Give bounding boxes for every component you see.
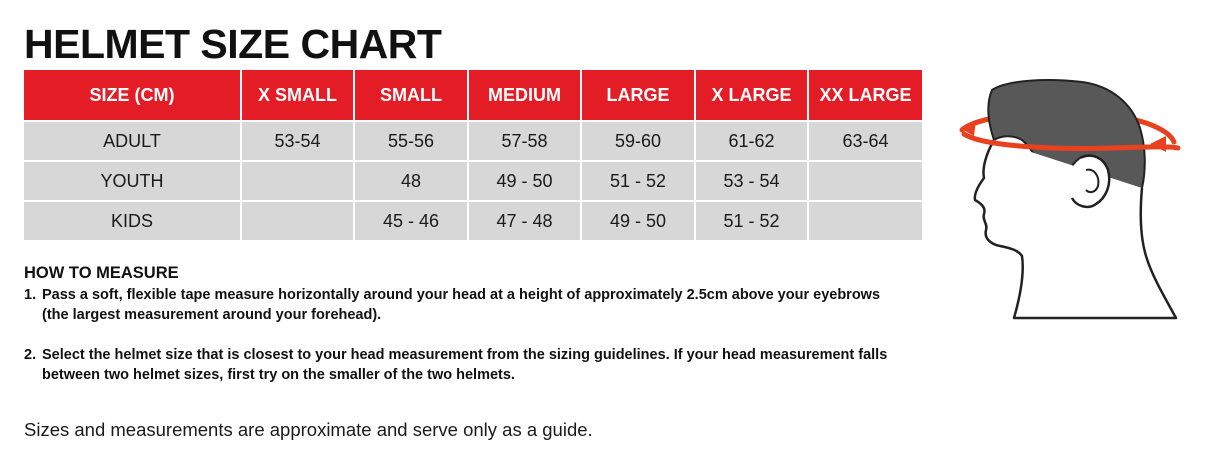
table-cell: 57-58 [468,121,581,161]
measure-step-1 [24,285,904,325]
table-cell: 48 [354,161,468,201]
table-cell: ADULT [24,121,241,161]
how-to-measure-section [24,263,904,385]
step-text: Select the helmet size that is closest to your head measurement from the sizing guidelines. If your head measurement falls between two helmet sizes, first try on the smaller of the two helmets. [42,347,888,383]
table-cell: YOUTH [24,161,241,201]
table-cell: 45 - 46 [354,201,468,240]
header-x-large: X LARGE [695,70,808,121]
step-number: 1. [24,287,37,303]
header-small: SMALL [354,70,468,121]
right-arrow-icon [1150,136,1166,152]
measure-steps-list [24,285,904,385]
table-cell: 47 - 48 [468,201,581,240]
header-xx-large: XX LARGE [808,70,922,121]
table-cell: 55-56 [354,121,468,161]
table-row-adult [24,121,922,161]
step-number: 2. [24,347,37,363]
table-cell [241,201,354,240]
table-cell [808,201,922,240]
table-cell: 51 - 52 [695,201,808,240]
header-medium: MEDIUM [468,70,581,121]
header-large: LARGE [581,70,695,121]
table-cell: 49 - 50 [581,201,695,240]
table-cell [808,161,922,201]
step-text: Pass a soft, flexible tape measure horizontally around your head at a height of approximately 2.5cm above your eyebrows (the largest measurement around your forehead). [42,287,881,323]
size-table [24,70,922,240]
table-cell: 61-62 [695,121,808,161]
table-cell: 53-54 [241,121,354,161]
page-title: HELMET SIZE CHART [24,21,442,67]
table-row-youth [24,161,922,201]
table-cell: 63-64 [808,121,922,161]
disclaimer-text: Sizes and measurements are approximate and serve only as a guide. [24,419,593,440]
table-cell: KIDS [24,201,241,240]
how-to-measure-heading: HOW TO MEASURE [24,264,179,282]
header-size-cm: SIZE (CM) [24,70,241,121]
table-cell: 53 - 54 [695,161,808,201]
table-cell: 51 - 52 [581,161,695,201]
table-cell: 49 - 50 [468,161,581,201]
face-outline-icon [975,140,1176,318]
table-row-kids [24,201,922,240]
table-cell [241,161,354,201]
head-measurement-illustration [952,70,1197,332]
measure-step-2 [24,345,904,385]
header-x-small: X SMALL [241,70,354,121]
header-row [24,70,922,121]
table-cell: 59-60 [581,121,695,161]
